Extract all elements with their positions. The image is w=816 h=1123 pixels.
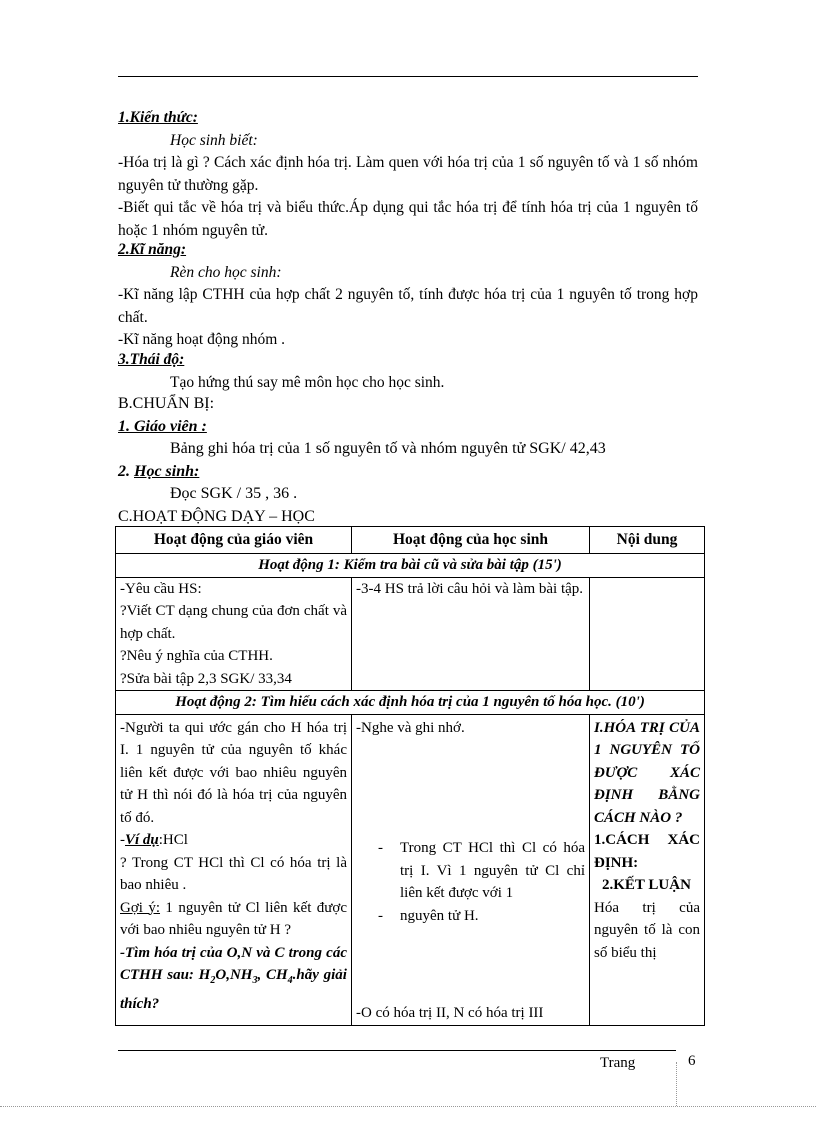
task-sub: 2 (210, 975, 216, 986)
activity-table (115, 526, 705, 1026)
attitude-heading: 3.Thái độ: (118, 351, 185, 368)
example-label: Ví dụ (125, 832, 159, 848)
knowledge-heading: 1.Kiến thức: (118, 109, 198, 126)
student-text: Đọc SGK / 35 , 36 . (170, 485, 298, 502)
teacher-heading: 1. Giáo viên : (118, 417, 207, 435)
activity1-title: Hoạt động 1: Kiểm tra bài cũ và sửa bài tập (15') (116, 554, 705, 578)
footer-vertical-rule (676, 1062, 677, 1106)
task-sub: 3 (252, 975, 258, 986)
activity2-teacher-cell (116, 714, 352, 1025)
task-text: , CH (257, 967, 288, 983)
example-text: :HCl (158, 832, 188, 848)
act2-gv-example: -Ví dụ:HCl (120, 832, 188, 848)
col-header-teacher: Hoạt động của giáo viên (116, 527, 352, 554)
student-num: 2. (118, 462, 130, 480)
hint-label: Gợi ý: (120, 899, 161, 916)
act2-hs-answer-cont: - nguyên tử H. (356, 905, 585, 928)
activities-heading: C.HOẠT ĐỘNG DẠY – HỌC (118, 507, 315, 525)
student-heading-line (118, 461, 698, 484)
act2-hs-listen: -Nghe và ghi nhớ. (356, 719, 465, 736)
bottom-rule (118, 1050, 676, 1051)
content-heading-3: 2.KẾT LUẬN (602, 877, 691, 893)
act1-gv-line: ?Nêu ý nghĩa của CTHH. (120, 648, 273, 664)
activity1-content-cell (590, 577, 705, 691)
activity1-row (116, 554, 705, 578)
act1-gv-line: ?Sửa bài tập 2,3 SGK/ 33,34 (120, 670, 292, 687)
section-knowledge (118, 107, 698, 242)
activity1-teacher-cell (116, 577, 352, 691)
content-text: Hóa trị của nguyên tố là con số biểu thị (594, 899, 700, 961)
attitude-p1: Tạo hứng thú say mê môn học cho học sinh. (170, 373, 445, 391)
knowledge-p2: -Biết qui tắc về hóa trị và biểu thức.Áp dụng qui tắc hóa trị để tính hóa trị của 1 nguyên tố hoặc 1 nhóm nguyên tử. (118, 199, 698, 239)
hint-text: 1 nguyên tử Cl liên kết được với bao nhiêu nguyên tử H ? (120, 899, 347, 938)
col-header-content: Nội dung (590, 527, 705, 554)
knowledge-intro: Học sinh biết: (170, 131, 258, 149)
act2-hs-answer: - Trong CT HCl thì Cl có hóa trị I. Vì 1 nguyên tử Cl chỉ liên kết được với 1 (356, 837, 585, 905)
act1-gv-line: -Yêu cầu HS: (120, 580, 202, 597)
prep-heading: B.CHUẨN BỊ: (118, 395, 215, 412)
skills-p1: -Kĩ năng lập CTHH của hợp chất 2 nguyên tố, tính được hóa trị của 1 nguyên tố trong hợp chất. (118, 286, 698, 326)
activity2-content-row (116, 714, 705, 1025)
table-header-row (116, 527, 705, 554)
act1-gv-line: ?Viết CT dạng chung của đơn chất và hợp chất. (120, 603, 347, 642)
section-skills (118, 239, 698, 352)
act2-hs-answer2: -O có hóa trị II, N có hóa trị III (356, 1005, 544, 1021)
skills-heading: 2.Kĩ năng: (118, 241, 187, 258)
task-text: .hãy giải thích? (120, 967, 347, 1012)
task-sub: 4 (287, 975, 293, 986)
activity2-title: Hoạt động 2: Tìm hiểu cách xác định hóa trị của 1 nguyên tố hóa học. (10') (116, 691, 705, 715)
act2-gv-hint (120, 897, 347, 942)
section-preparation (118, 393, 698, 528)
activity2-row (116, 691, 705, 715)
task-text: O,NH (215, 967, 253, 983)
skills-p2: -Kĩ năng hoạt động nhóm . (118, 331, 286, 348)
activity1-student-cell: -3-4 HS trả lời câu hỏi và làm bài tập. (352, 577, 590, 691)
page-number: 6 (688, 1053, 696, 1069)
content-heading-1: I.HÓA TRỊ CỦA 1 NGUYÊN TỐ ĐƯỢC XÁC ĐỊNH BẰNG CÁCH NÀO ? (594, 719, 700, 826)
act2-gv-task (120, 942, 347, 1016)
footer-label: Trang (600, 1055, 636, 1071)
content-heading-2: 1.CÁCH XÁC ĐỊNH: (594, 832, 700, 871)
teacher-text: Bảng ghi hóa trị của 1 số nguyên tố và nhóm nguyên tử SGK/ 42,43 (170, 440, 606, 457)
skills-intro: Rèn cho học sinh: (170, 263, 282, 281)
student-heading: Học sinh: (134, 462, 200, 480)
activity1-content-row (116, 577, 705, 691)
spacer (356, 739, 585, 837)
act2-gv-question: ? Trong CT HCl thì Cl có hóa trị là bao nhiêu . (120, 854, 347, 893)
col-header-student: Hoạt động của học sinh (352, 527, 590, 554)
task-text: -Tìm hóa trị của O,N và C trong các CTHH sau: H (120, 944, 347, 983)
activity2-student-cell (352, 714, 590, 1025)
footer-horizontal-rule (0, 1106, 816, 1107)
act2-gv-p1: -Người ta qui ước gán cho H hóa trị I. 1 nguyên tử của nguyên tố khác liên kết được với bao nhiêu nguyên tử H thì nói đó là hóa trị của nguyên tố đó. (120, 719, 347, 826)
section-attitude (118, 349, 698, 394)
activity2-content-cell (590, 714, 705, 1025)
knowledge-p1: -Hóa trị là gì ? Cách xác định hóa trị. Làm quen với hóa trị của 1 số nguyên tố và 1 số nhóm nguyên tử thường gặp. (118, 154, 698, 194)
top-rule (118, 76, 698, 77)
